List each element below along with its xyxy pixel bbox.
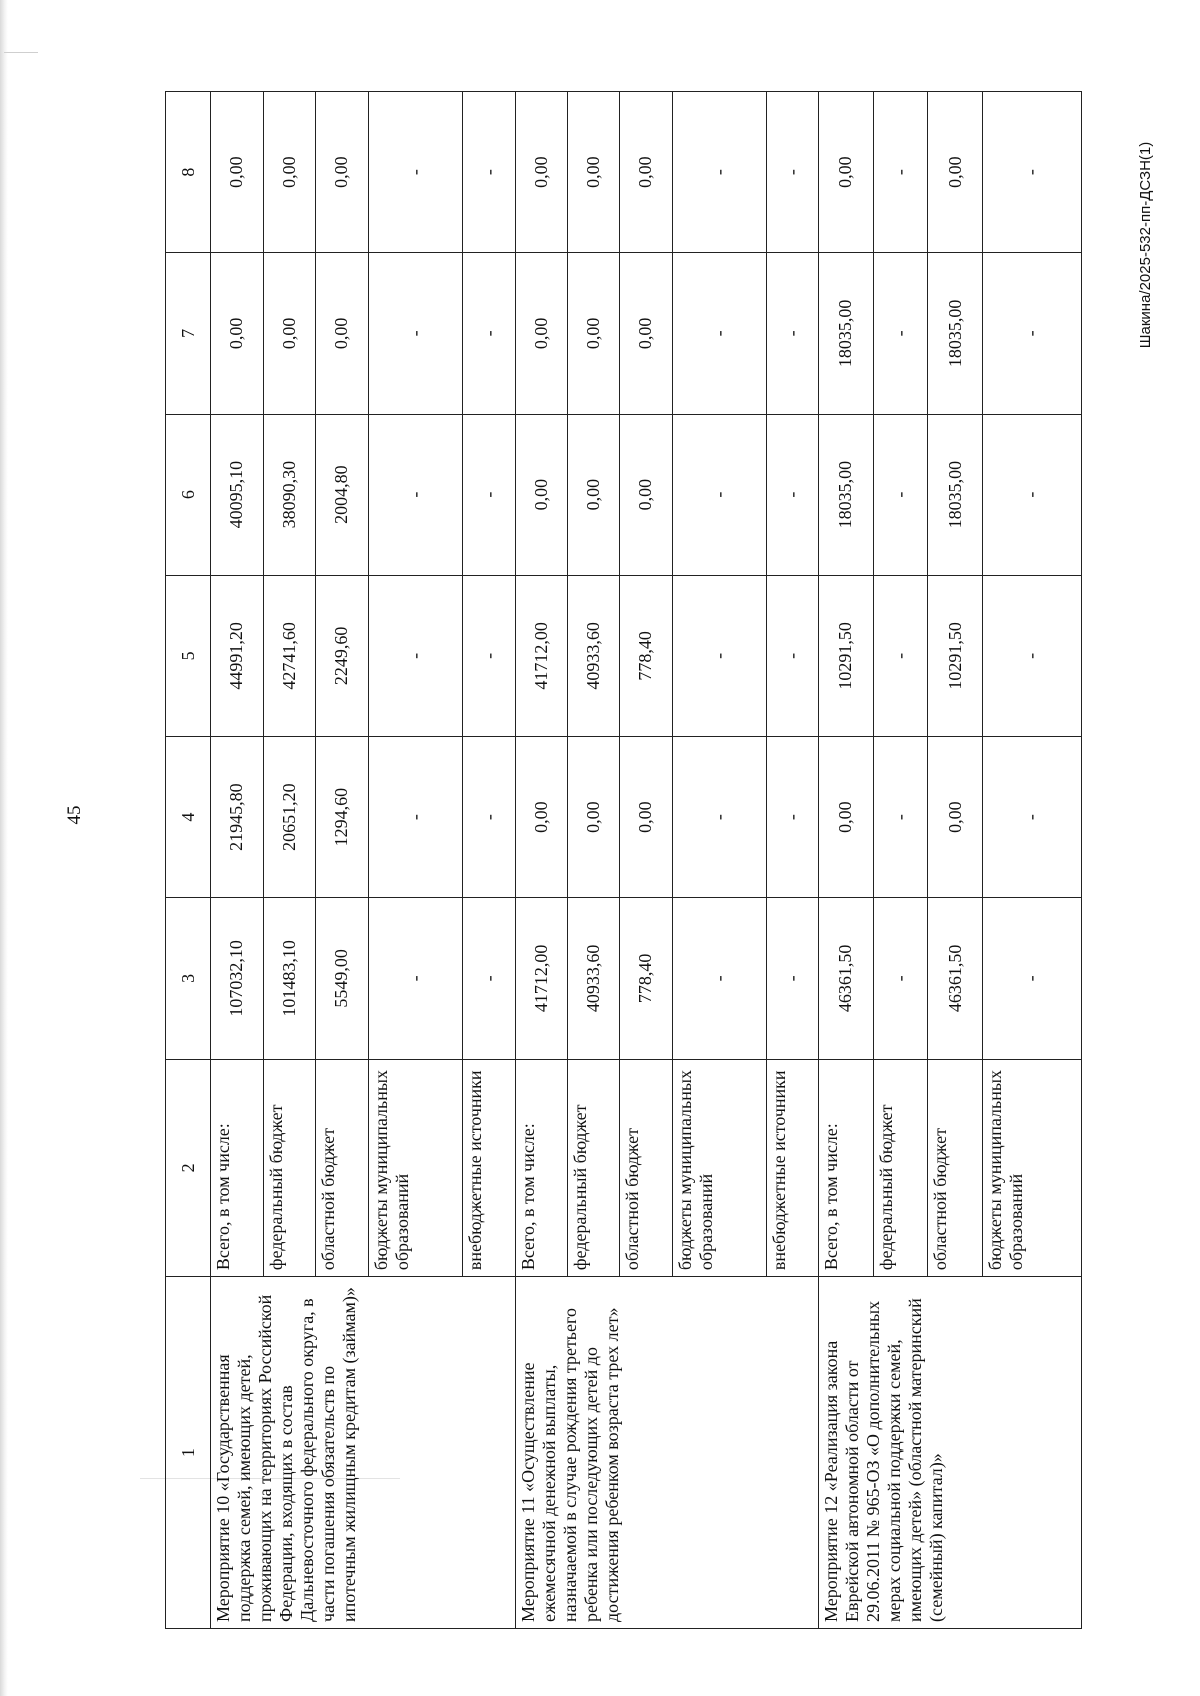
value-cell: 5549,00: [316, 898, 369, 1059]
value-cell: -: [982, 898, 1081, 1059]
column-header-7: 7: [166, 253, 211, 414]
value-cell: -: [982, 92, 1081, 253]
budget-table: [165, 91, 1082, 1629]
table-row: [819, 92, 874, 1629]
funding-source: Всего, в том числе:: [516, 1059, 568, 1277]
value-cell: 46361,50: [819, 898, 874, 1059]
funding-source: бюджеты муниципальных образований: [368, 1059, 463, 1277]
page-number: 45: [64, 805, 85, 825]
value-cell: -: [873, 92, 928, 253]
value-cell: -: [766, 898, 818, 1059]
funding-source: областной бюджет: [928, 1059, 983, 1277]
column-header-4: 4: [166, 737, 211, 898]
funding-source: внебюджетные источники: [766, 1059, 818, 1277]
value-cell: 0,00: [620, 414, 672, 575]
header-row: [166, 92, 211, 1629]
value-cell: 0,00: [263, 92, 316, 253]
value-cell: 0,00: [568, 92, 620, 253]
value-cell: -: [766, 414, 818, 575]
value-cell: 10291,50: [928, 575, 983, 736]
scan-edge: [0, 0, 8, 1696]
value-cell: -: [368, 92, 463, 253]
value-cell: 101483,10: [263, 898, 316, 1059]
value-cell: -: [873, 898, 928, 1059]
value-cell: 0,00: [263, 253, 316, 414]
document-code: Шакина/2025-532-пп-ДСЗН(1): [1137, 141, 1154, 349]
value-cell: -: [672, 92, 766, 253]
value-cell: -: [368, 414, 463, 575]
event-title: Мероприятие 11 «Осуществление ежемесячной денежной выплаты, назначаемой в случае рождения третьего ребенка или последующих детей до достижения ребенком возраста трех лет»: [516, 1277, 819, 1629]
value-cell: 0,00: [516, 92, 568, 253]
value-cell: -: [672, 575, 766, 736]
value-cell: 2004,80: [316, 414, 369, 575]
value-cell: -: [463, 414, 516, 575]
value-cell: 0,00: [819, 92, 874, 253]
value-cell: 0,00: [620, 253, 672, 414]
value-cell: -: [982, 575, 1081, 736]
value-cell: -: [672, 414, 766, 575]
table-row: [516, 92, 568, 1629]
value-cell: 10291,50: [819, 575, 874, 736]
funding-source: внебюджетные источники: [463, 1059, 516, 1277]
value-cell: -: [873, 414, 928, 575]
value-cell: 18035,00: [819, 253, 874, 414]
value-cell: -: [766, 253, 818, 414]
table-header: [166, 92, 211, 1629]
value-cell: 0,00: [568, 253, 620, 414]
value-cell: 1294,60: [316, 737, 369, 898]
value-cell: 0,00: [568, 737, 620, 898]
table-body: [211, 92, 1082, 1629]
value-cell: 107032,10: [211, 898, 264, 1059]
value-cell: 0,00: [316, 92, 369, 253]
value-cell: 42741,60: [263, 575, 316, 736]
column-header-6: 6: [166, 414, 211, 575]
column-header-1: 1: [166, 1277, 211, 1629]
value-cell: 0,00: [316, 253, 369, 414]
value-cell: -: [463, 898, 516, 1059]
funding-source: Всего, в том числе:: [819, 1059, 874, 1277]
value-cell: -: [672, 898, 766, 1059]
column-header-5: 5: [166, 575, 211, 736]
funding-source: бюджеты муниципальных образований: [982, 1059, 1081, 1277]
table-row: [211, 92, 264, 1629]
value-cell: -: [873, 737, 928, 898]
value-cell: 21945,80: [211, 737, 264, 898]
value-cell: 18035,00: [928, 253, 983, 414]
funding-source: областной бюджет: [316, 1059, 369, 1277]
value-cell: 40933,60: [568, 575, 620, 736]
value-cell: -: [672, 737, 766, 898]
column-header-2: 2: [166, 1059, 211, 1277]
value-cell: -: [766, 737, 818, 898]
value-cell: 0,00: [620, 737, 672, 898]
value-cell: -: [766, 575, 818, 736]
value-cell: 0,00: [620, 92, 672, 253]
value-cell: -: [982, 414, 1081, 575]
value-cell: 0,00: [928, 737, 983, 898]
funding-source: федеральный бюджет: [873, 1059, 928, 1277]
value-cell: 0,00: [516, 253, 568, 414]
value-cell: 18035,00: [928, 414, 983, 575]
value-cell: 41712,00: [516, 898, 568, 1059]
value-cell: -: [463, 575, 516, 736]
value-cell: 0,00: [516, 414, 568, 575]
funding-source: областной бюджет: [620, 1059, 672, 1277]
value-cell: -: [873, 253, 928, 414]
scan-mark: [4, 52, 38, 53]
event-title: Мероприятие 10 «Государственная поддержка семей, имеющих детей, проживающих на территориях Российской Федерации, входящих в состав Дальневосточного федерального округа, в части погашения обязательств по ипотечным жилищным кредитам (займам)»: [211, 1277, 516, 1629]
funding-source: Всего, в том числе:: [211, 1059, 264, 1277]
funding-source: федеральный бюджет: [263, 1059, 316, 1277]
value-cell: 0,00: [516, 737, 568, 898]
funding-source: федеральный бюджет: [568, 1059, 620, 1277]
value-cell: -: [463, 92, 516, 253]
value-cell: 44991,20: [211, 575, 264, 736]
value-cell: -: [982, 253, 1081, 414]
column-header-8: 8: [166, 92, 211, 253]
value-cell: -: [368, 898, 463, 1059]
value-cell: 18035,00: [819, 414, 874, 575]
value-cell: 38090,30: [263, 414, 316, 575]
value-cell: 46361,50: [928, 898, 983, 1059]
value-cell: 2249,60: [316, 575, 369, 736]
value-cell: 0,00: [211, 253, 264, 414]
event-title: Мероприятие 12 «Реализация закона Еврейской автономной области от 29.06.2011 № 965-ОЗ «О дополнительных мерах социальной поддержки семей, имеющих детей» (областной материнский (семейный) капитал)»: [819, 1277, 1082, 1629]
funding-source: бюджеты муниципальных образований: [672, 1059, 766, 1277]
value-cell: -: [463, 253, 516, 414]
value-cell: 778,40: [620, 575, 672, 736]
value-cell: 40095,10: [211, 414, 264, 575]
value-cell: 41712,00: [516, 575, 568, 736]
value-cell: -: [766, 92, 818, 253]
value-cell: -: [672, 253, 766, 414]
value-cell: 778,40: [620, 898, 672, 1059]
value-cell: 0,00: [211, 92, 264, 253]
value-cell: -: [368, 575, 463, 736]
value-cell: 20651,20: [263, 737, 316, 898]
value-cell: 0,00: [568, 414, 620, 575]
value-cell: 0,00: [819, 737, 874, 898]
value-cell: -: [368, 253, 463, 414]
value-cell: -: [368, 737, 463, 898]
budget-table-rotated: [165, 91, 1082, 1629]
value-cell: 0,00: [928, 92, 983, 253]
value-cell: -: [982, 737, 1081, 898]
value-cell: -: [873, 575, 928, 736]
value-cell: 40933,60: [568, 898, 620, 1059]
column-header-3: 3: [166, 898, 211, 1059]
value-cell: -: [463, 737, 516, 898]
